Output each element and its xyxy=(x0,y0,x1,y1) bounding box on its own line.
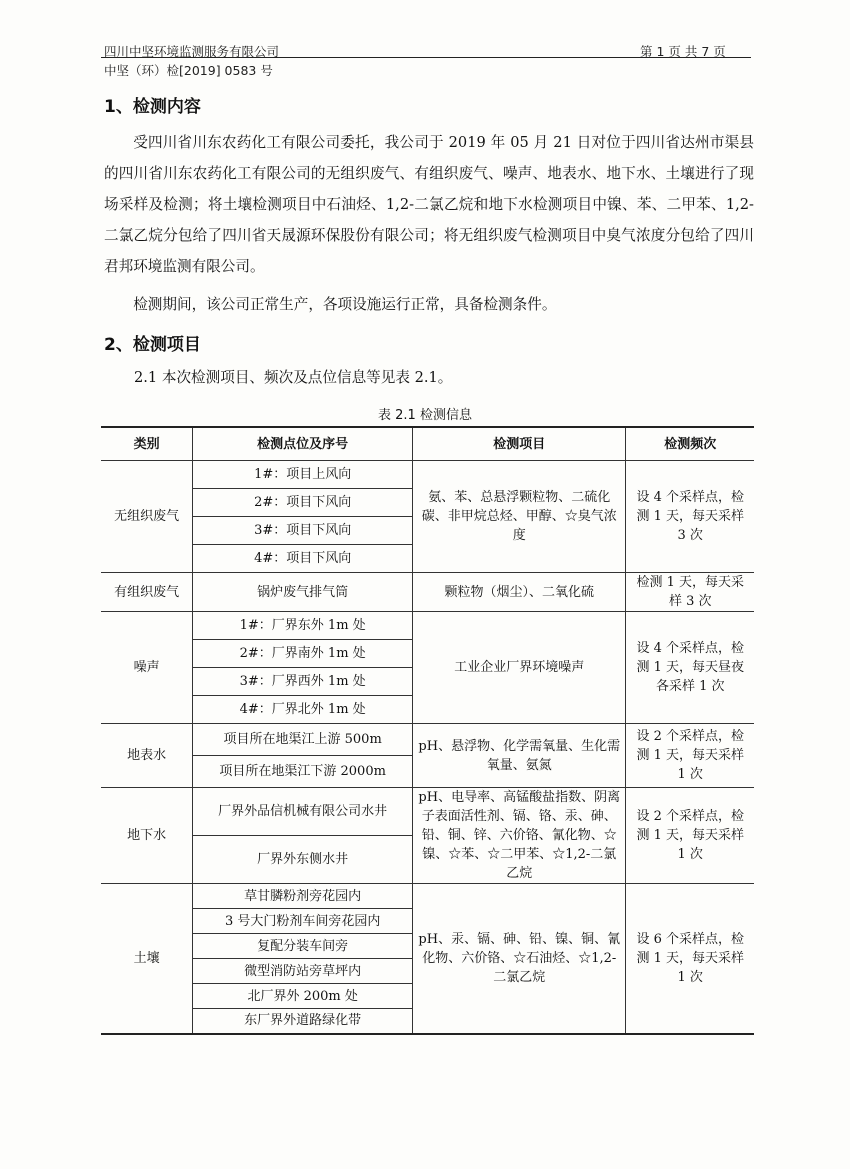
cell-point: 3#：厂界西外 1m 处 xyxy=(193,668,413,696)
cell-point: 1#：厂界东外 1m 处 xyxy=(193,612,413,640)
cell-point: 微型消防站旁草坪内 xyxy=(193,959,413,984)
cell-point: 草甘膦粉剂旁花园内 xyxy=(193,884,413,909)
cell-point: 项目所在地渠江下游 2000m xyxy=(193,756,413,788)
header-page-number: 第 1 页 共 7 页 xyxy=(640,44,726,59)
seal-stamp-edge xyxy=(818,480,844,650)
cell-point: 项目所在地渠江上游 500m xyxy=(193,724,413,756)
section-1-paragraph-2: 检测期间，该公司正常生产，各项设施运行正常，具备检测条件。 xyxy=(133,296,557,313)
header-rule xyxy=(101,57,751,58)
table-row xyxy=(101,788,754,836)
cell-point: 3#：项目下风向 xyxy=(193,517,413,545)
cell-category: 土壤 xyxy=(101,884,193,1034)
cell-point: 1#：项目上风向 xyxy=(193,461,413,489)
cell-point: 复配分装车间旁 xyxy=(193,934,413,959)
section-1-paragraph-1: 受四川省川东农药化工有限公司委托，我公司于 2019 年 05 月 21 日对位于四川省达州市渠县的四川省川东农药化工有限公司的无组织废气、有组织废气、噪声、地表水、地下水、土壤进行了现场采样及检测；将土壤检测项目中石油烃、1,2-二氯乙烷和地下水检测项目中镍、苯、二甲苯、1,2-二氯乙烷分包给了四川省天晟源环保股份有限公司；将无组织废气检测项目中臭气浓度分包给了四川君邦环境监测有限公司。 xyxy=(104,134,754,275)
cell-items: 工业企业厂界环境噪声 xyxy=(413,612,626,724)
cell-point: 北厂界外 200m 处 xyxy=(193,984,413,1009)
detection-info-table xyxy=(101,426,754,1035)
table-row xyxy=(101,573,754,612)
cell-items: pH、汞、镉、砷、铅、镍、铜、氰化物、六价铬、☆石油烃、☆1,2-二氯乙烷 xyxy=(413,884,626,1034)
section-2-intro: 2.1 本次检测项目、频次及点位信息等见表 2.1。 xyxy=(134,369,453,386)
table-row xyxy=(101,612,754,640)
table-caption: 表 2.1 检测信息 xyxy=(378,408,472,423)
header-items: 检测项目 xyxy=(413,427,626,461)
cell-category: 有组织废气 xyxy=(101,573,193,612)
header-report-number: 中坚（环）检[2019] 0583 号 xyxy=(104,63,273,78)
cell-point: 东厂界外道路绿化带 xyxy=(193,1009,413,1034)
section-2-title: 2、检测项目 xyxy=(104,335,201,355)
header-points: 检测点位及序号 xyxy=(193,427,413,461)
cell-category: 地表水 xyxy=(101,724,193,788)
cell-point: 2#：厂界南外 1m 处 xyxy=(193,640,413,668)
cell-point: 厂界外品信机械有限公司水井 xyxy=(193,788,413,836)
cell-frequency: 设 2 个采样点，检测 1 天，每天采样 1 次 xyxy=(626,788,754,884)
cell-frequency: 设 6 个采样点，检测 1 天，每天采样 1 次 xyxy=(626,884,754,1034)
cell-frequency: 设 4 个采样点，检测 1 天，每天采样 3 次 xyxy=(626,461,754,573)
table-body xyxy=(101,461,754,1034)
cell-point: 厂界外东侧水井 xyxy=(193,836,413,884)
section-1-title: 1、检测内容 xyxy=(104,97,201,117)
cell-point: 4#：项目下风向 xyxy=(193,545,413,573)
cell-items: pH、电导率、高锰酸盐指数、阴离子表面活性剂、镉、铬、汞、砷、铅、铜、锌、六价铬、氰化物、☆镍、☆苯、☆二甲苯、☆1,2-二氯乙烷 xyxy=(413,788,626,884)
cell-point: 3 号大门粉剂车间旁花园内 xyxy=(193,909,413,934)
cell-items: 颗粒物（烟尘）、二氧化硫 xyxy=(413,573,626,612)
cell-point: 2#：项目下风向 xyxy=(193,489,413,517)
table-header-row xyxy=(101,427,754,461)
table-row xyxy=(101,724,754,756)
cell-category: 噪声 xyxy=(101,612,193,724)
cell-category: 无组织废气 xyxy=(101,461,193,573)
table-row xyxy=(101,461,754,489)
header-category: 类别 xyxy=(101,427,193,461)
cell-items: pH、悬浮物、化学需氧量、生化需氧量、氨氮 xyxy=(413,724,626,788)
cell-frequency: 检测 1 天，每天采样 3 次 xyxy=(626,573,754,612)
header-company: 四川中坚环境监测服务有限公司 xyxy=(104,44,280,59)
cell-point: 锅炉废气排气筒 xyxy=(193,573,413,612)
cell-category: 地下水 xyxy=(101,788,193,884)
header-frequency: 检测频次 xyxy=(626,427,754,461)
cell-point: 4#：厂界北外 1m 处 xyxy=(193,696,413,724)
table-row xyxy=(101,884,754,909)
cell-items: 氨、苯、总悬浮颗粒物、二硫化碳、非甲烷总烃、甲醇、☆臭气浓度 xyxy=(413,461,626,573)
cell-frequency: 设 2 个采样点，检测 1 天，每天采样 1 次 xyxy=(626,724,754,788)
cell-frequency: 设 4 个采样点，检测 1 天，每天昼夜各采样 1 次 xyxy=(626,612,754,724)
